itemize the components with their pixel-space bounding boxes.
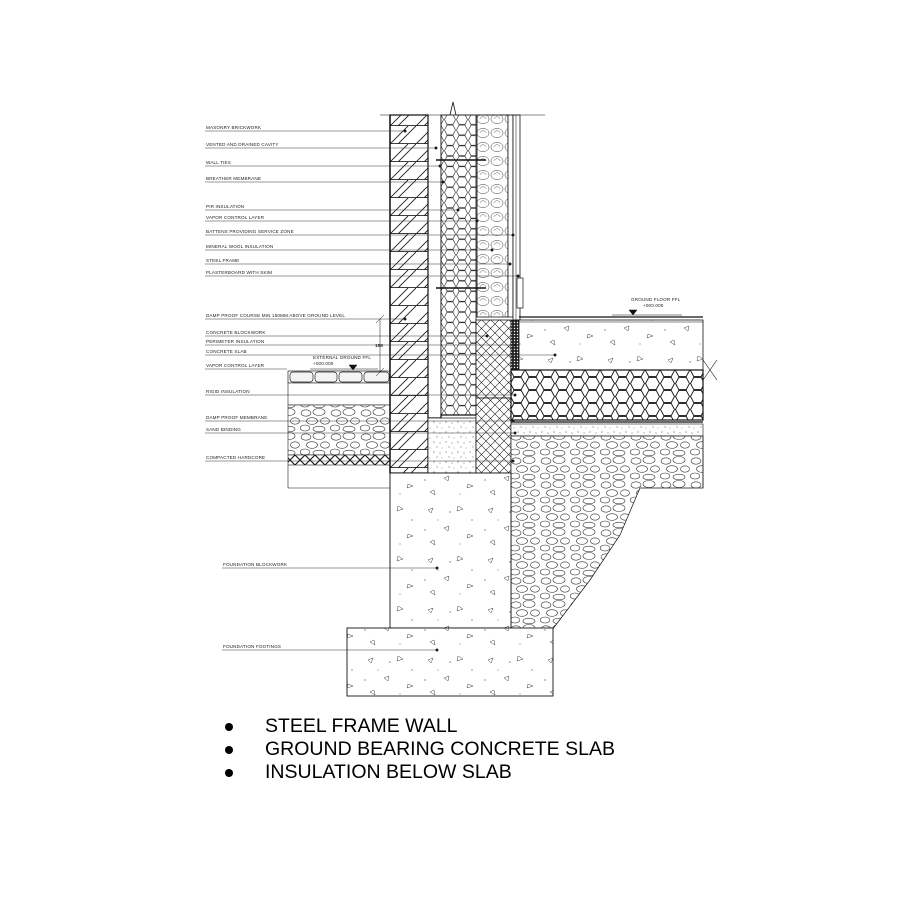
label-concrete-slab: CONCRETE SLAB xyxy=(206,349,247,354)
label-pir-insulation: PIR INSULATION xyxy=(206,204,245,209)
foundation-blockwork xyxy=(390,473,511,628)
notes-list xyxy=(222,715,615,784)
bullet-icon xyxy=(225,746,233,754)
note-item xyxy=(222,761,615,784)
note-text: INSULATION BELOW SLAB xyxy=(265,761,512,783)
external-level-title: EXTERNAL GROUND FFL xyxy=(313,355,372,360)
internal-level-value: +000.000 xyxy=(643,303,664,308)
bullet-icon xyxy=(225,723,233,731)
label-vapor-control-layer: VAPOR CONTROL LAYER xyxy=(206,215,265,220)
label-vented-cavity: VENTED AND DRAINED CAVITY xyxy=(206,142,279,147)
hardcore-fill xyxy=(511,436,703,630)
label-perimeter-insulation: PERIMETER INSULATION xyxy=(206,339,265,344)
paving-slabs xyxy=(290,372,389,382)
brick-leaf xyxy=(390,115,428,473)
label-concrete-blockwork: CONCRETE BLOCKWORK xyxy=(206,330,266,335)
label-dpc: DAMP PROOF COURSE MIN 150MM ABOVE GROUND LEVEL xyxy=(206,313,346,318)
label-foundation-footings: FOUNDATION FOOTINGS xyxy=(223,644,282,649)
label-vapor-control-layer-2: VAPOR CONTROL LAYER xyxy=(206,363,265,368)
external-level-value: +000.000 xyxy=(313,361,334,366)
external-ground-zone xyxy=(288,371,390,488)
dpc-dimension-text: 150 xyxy=(375,343,384,348)
internal-level-title: GROUND FLOOR FFL xyxy=(631,297,681,302)
note-item xyxy=(222,738,615,761)
label-dpm: DAMP PROOF MEMBRANE xyxy=(206,415,268,420)
label-foundation-blockwork: FOUNDATION BLOCKWORK xyxy=(223,562,288,567)
note-text: STEEL FRAME WALL xyxy=(265,715,458,737)
internal-level-marker xyxy=(612,310,682,315)
bullet-icon xyxy=(225,769,233,777)
label-compacted-hardcore: COMPACTED HARDCORE xyxy=(206,455,266,460)
label-steel-frame: STEEL FRAME xyxy=(206,258,240,263)
label-breather-membrane: BREATHER MEMBRANE xyxy=(206,176,262,181)
rigid-insulation xyxy=(511,370,703,420)
concrete-slab xyxy=(519,320,703,370)
mineral-wool-insulation xyxy=(477,115,508,317)
steel-frame xyxy=(508,115,513,317)
concrete-blockwork xyxy=(476,320,511,398)
note-item xyxy=(222,715,615,738)
label-plasterboard: PLASTERBOARD WITH SKIM xyxy=(206,270,273,275)
label-rigid-insulation: RIGID INSULATION xyxy=(206,389,250,394)
foundation-footing xyxy=(347,628,553,696)
label-battens: BATTENS PROVIDING SERVICE ZONE xyxy=(206,229,294,234)
label-masonry-brickwork: MASONRY BRICKWORK xyxy=(206,125,262,130)
label-mineral-wool: MINERAL WOOL INSULATION xyxy=(206,244,274,249)
note-text: GROUND BEARING CONCRETE SLAB xyxy=(265,738,615,760)
label-wall-ties: WALL TIES xyxy=(206,160,231,165)
label-sand-binding: SAND BINDING xyxy=(206,427,241,432)
